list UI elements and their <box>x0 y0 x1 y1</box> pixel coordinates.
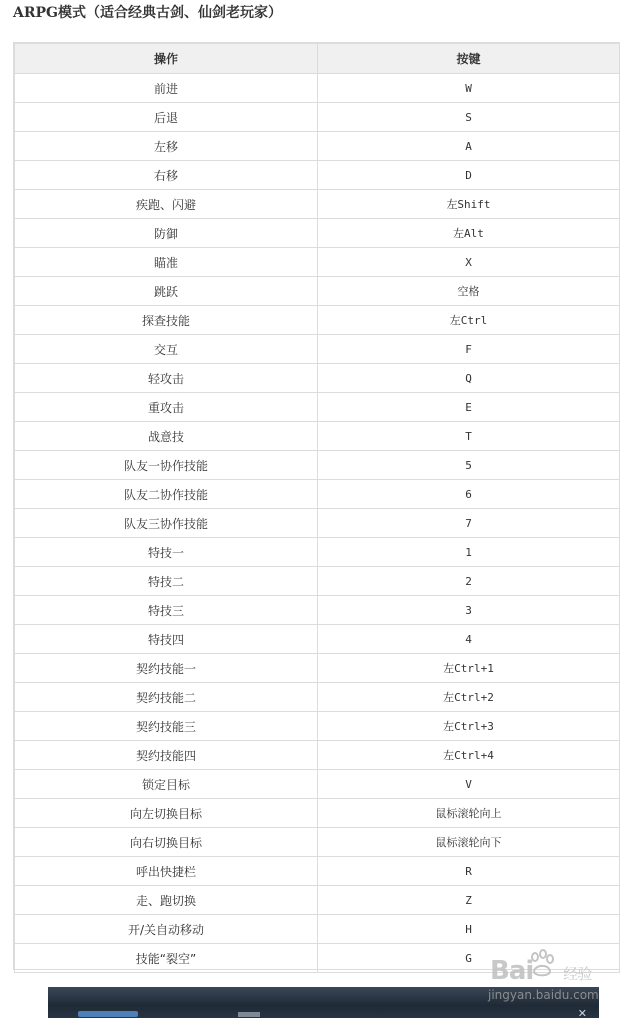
table-row <box>15 509 620 538</box>
table-row <box>15 335 620 364</box>
key-cell: 左Ctrl+2 <box>318 683 620 712</box>
action-cell: 探查技能 <box>15 306 318 335</box>
table-row <box>15 190 620 219</box>
key-cell: V <box>318 770 620 799</box>
key-cell: 左Ctrl+3 <box>318 712 620 741</box>
key-cell: H <box>318 915 620 944</box>
key-cell: F <box>318 335 620 364</box>
table-row <box>15 74 620 103</box>
action-cell: 瞄准 <box>15 248 318 277</box>
table-row <box>15 683 620 712</box>
table-row <box>15 741 620 770</box>
table-row <box>15 828 620 857</box>
action-cell: 特技三 <box>15 596 318 625</box>
table-row <box>15 364 620 393</box>
action-cell: 特技二 <box>15 567 318 596</box>
action-cell: 技能“裂空” <box>15 944 318 973</box>
action-cell: 轻攻击 <box>15 364 318 393</box>
table-row <box>15 654 620 683</box>
action-cell: 走、跑切换 <box>15 886 318 915</box>
action-cell: 特技四 <box>15 625 318 654</box>
table-row <box>15 770 620 799</box>
action-cell: 跳跃 <box>15 277 318 306</box>
game-screenshot-image <box>48 987 599 1018</box>
key-cell: 左Ctrl+4 <box>318 741 620 770</box>
key-cell: 4 <box>318 625 620 654</box>
keybinding-table <box>14 43 620 973</box>
action-cell: 契约技能四 <box>15 741 318 770</box>
action-cell: 向左切换目标 <box>15 799 318 828</box>
close-icon: ✕ <box>577 1007 587 1018</box>
table-row <box>15 944 620 973</box>
section-heading: ARPG模式（适合经典古剑、仙剑老玩家） <box>13 5 282 21</box>
key-cell: T <box>318 422 620 451</box>
table-row <box>15 103 620 132</box>
table-row <box>15 538 620 567</box>
watermark-site: jingyan.baidu.com <box>488 988 599 1002</box>
table-row <box>15 712 620 741</box>
table-row <box>15 306 620 335</box>
table-row <box>15 248 620 277</box>
menu-tab <box>238 1012 260 1017</box>
key-cell: 2 <box>318 567 620 596</box>
action-cell: 队友一协作技能 <box>15 451 318 480</box>
key-cell: 左Shift <box>318 190 620 219</box>
key-cell: W <box>318 74 620 103</box>
table-row <box>15 596 620 625</box>
key-cell: G <box>318 944 620 973</box>
action-cell: 左移 <box>15 132 318 161</box>
table-row <box>15 132 620 161</box>
action-cell: 特技一 <box>15 538 318 567</box>
action-cell: 防御 <box>15 219 318 248</box>
action-cell: 疾跑、闪避 <box>15 190 318 219</box>
table-row <box>15 451 620 480</box>
key-cell: Q <box>318 364 620 393</box>
key-cell: 3 <box>318 596 620 625</box>
keybinding-table-container <box>13 42 620 970</box>
table-row <box>15 393 620 422</box>
column-header-key: 按键 <box>318 44 620 74</box>
key-cell: A <box>318 132 620 161</box>
table-row <box>15 857 620 886</box>
table-row <box>15 219 620 248</box>
table-row <box>15 567 620 596</box>
table-row <box>15 625 620 654</box>
action-cell: 重攻击 <box>15 393 318 422</box>
action-cell: 前进 <box>15 74 318 103</box>
key-cell: 鼠标滚轮向上 <box>318 799 620 828</box>
action-cell: 队友三协作技能 <box>15 509 318 538</box>
table-row <box>15 422 620 451</box>
table-row <box>15 799 620 828</box>
key-cell: 6 <box>318 480 620 509</box>
action-cell: 契约技能二 <box>15 683 318 712</box>
key-cell: E <box>318 393 620 422</box>
action-cell: 契约技能一 <box>15 654 318 683</box>
table-row <box>15 886 620 915</box>
action-cell: 后退 <box>15 103 318 132</box>
watermark-brand: Bai 经验 <box>490 956 592 986</box>
action-cell: 锁定目标 <box>15 770 318 799</box>
key-cell: X <box>318 248 620 277</box>
key-cell: D <box>318 161 620 190</box>
key-cell: 左Alt <box>318 219 620 248</box>
key-cell: 左Ctrl <box>318 306 620 335</box>
action-cell: 开/关自动移动 <box>15 915 318 944</box>
action-cell: 契约技能三 <box>15 712 318 741</box>
key-cell: Z <box>318 886 620 915</box>
key-cell: R <box>318 857 620 886</box>
key-cell: 5 <box>318 451 620 480</box>
table-row <box>15 480 620 509</box>
action-cell: 交互 <box>15 335 318 364</box>
table-row <box>15 915 620 944</box>
action-cell: 呼出快捷栏 <box>15 857 318 886</box>
action-cell: 战意技 <box>15 422 318 451</box>
key-cell: S <box>318 103 620 132</box>
table-header-row <box>15 44 620 74</box>
key-cell: 7 <box>318 509 620 538</box>
key-cell: 空格 <box>318 277 620 306</box>
table-body <box>15 74 620 973</box>
key-cell: 鼠标滚轮向下 <box>318 828 620 857</box>
table-row <box>15 277 620 306</box>
action-cell: 向右切换目标 <box>15 828 318 857</box>
menu-tab-highlight <box>78 1011 138 1017</box>
action-cell: 右移 <box>15 161 318 190</box>
key-cell: 左Ctrl+1 <box>318 654 620 683</box>
table-row <box>15 161 620 190</box>
action-cell: 队友二协作技能 <box>15 480 318 509</box>
key-cell: 1 <box>318 538 620 567</box>
column-header-action: 操作 <box>15 44 318 74</box>
